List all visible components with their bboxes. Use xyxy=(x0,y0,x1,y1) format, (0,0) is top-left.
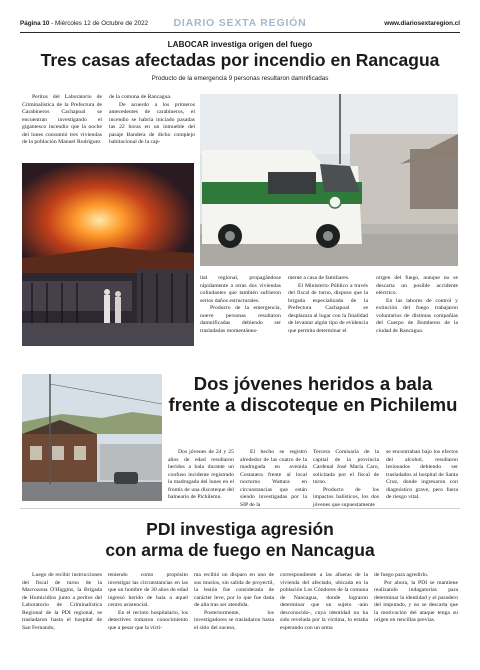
article3-paragraph: Posteriormente, los investigadores se trasladaron hasta el sitio del suceso, xyxy=(194,609,274,631)
article2-paragraph: se encontraban bajo los efectos del alcohol, resultaron lesionados debiendo ser trasladados al hospital de Santa Cruz, donde ingresaron con diagnóstico grave, pero fuera de riesgo vital. xyxy=(386,449,458,500)
article2-paragraph: Dos jóvenes de 24 y 25 años de edad resultaron heridos a bala durante un confuso incidente registrado la madrugada del lunes en el frontis de una discoteque del balneario de Pichilemu. xyxy=(168,449,234,500)
article1-column-2 xyxy=(109,94,195,147)
article3-paragraph: correspondiente a las afueras de la vivienda del afectado, ubicada en la población Los Cóndores de la comuna de Nancagua, donde lograron determinar que un sujeto -aún desconocido-, cuya identidad no ha sido revelada por la víctima, lo estaba esperando con un arma xyxy=(280,572,368,631)
article3-column-4 xyxy=(280,572,368,632)
article3-headline-line2: con arma de fuego en Nancagua xyxy=(105,540,375,560)
article2-column-2 xyxy=(240,449,307,509)
issue-date: - Miércoles 12 de Octubre de 2022 xyxy=(49,20,149,27)
police-vehicle-photo xyxy=(200,94,458,266)
article1-paragraph: El Ministerio Público a través del fiscal de turno, dispuso que la brigada especializada de la Prefectura Cachapoal se desplazara al lugar con la finalidad de levantar algún tipo de evidencia que permita determinar el xyxy=(288,282,368,334)
page-header xyxy=(20,18,460,33)
article1-column-5 xyxy=(376,275,458,335)
article2-column-4 xyxy=(386,449,458,502)
article2-paragraph: Tercera Comisaría de la capital de la provincia Cardenal José María Caro, solicitada por el fiscal de turno. xyxy=(313,449,379,485)
article2-paragraph: El hecho se registró alrededor de las cuatro de la madrugada en avenida Costanera frente al local nocturno Wattara en circunstancias que están siendo investigadas por la SIP de la xyxy=(240,449,307,508)
article3-column-1 xyxy=(22,572,102,632)
article1-paragraph: En las labores de control y extinción del fuego trabajaron voluntarios de distintas compañías del Cuerpo de Bomberos de la ciudad de Rancagua. xyxy=(376,297,458,334)
article1-paragraph: mente a casa de familiares. xyxy=(288,275,350,281)
article1-column-3 xyxy=(200,275,281,335)
article2-paragraph: Producto de los impactos balísticos, los dos jóvenes que supuestamente xyxy=(313,486,379,508)
article1-paragraph: ital regional, propagándose rápidamente a otras dos viviendas colindantes que también sufrieron serios daños estructurales. xyxy=(200,275,281,304)
article3-paragraph: En el recinto hospitalario, los detectives tomaron conocimiento que a pesar que la vícti- xyxy=(108,609,188,631)
article1-subhead: Producto de la emergencia 9 personas resultaron damnificadas xyxy=(151,75,329,82)
article3-paragraph: ma recibió un disparo en uno de sus muslos, sin salida de proyectil, la lesión fue considerada de carácter leve, por lo que fue dada de alta tras ser atendida. xyxy=(194,572,274,608)
article3-column-3 xyxy=(194,572,274,632)
article2-headline: Dos jóvenes heridos a bala frente a discoteque en Pichilemu xyxy=(168,373,458,415)
article1-column-4 xyxy=(288,275,368,335)
article1-column-1 xyxy=(22,94,102,147)
discoteque-photo xyxy=(22,374,162,501)
article2-column-1 xyxy=(168,449,234,502)
article1-headline: Tres casas afectadas por incendio en Rancagua xyxy=(40,50,440,70)
website-link[interactable]: www.diariosextaregion.cl xyxy=(384,20,460,27)
article2-column-3 xyxy=(313,449,379,509)
article1-kicker: LABOCAR investiga origen del fuego xyxy=(167,40,313,49)
article3-column-5 xyxy=(374,572,458,625)
article3-column-2 xyxy=(108,572,188,632)
article3-paragraph: de fuego para agredirlo. xyxy=(374,572,429,578)
article3-headline-line1: PDI investiga agresión xyxy=(146,519,334,539)
section-divider xyxy=(20,508,460,509)
article1-paragraph: De acuerdo a los primeros antecedentes de carabineros, el incendio se habría iniciado pasadas las 22 horas en un inmueble del pasaje Bandera de dicho complejo habitacional de la cap- xyxy=(109,101,195,145)
article1-paragraph: de la comuna de Rancagua. xyxy=(109,94,172,100)
newspaper-brand: DIARIO SEXTA REGIÓN xyxy=(173,17,307,29)
page-number: Página 10 - Miércoles 12 de Octubre de 2022 xyxy=(20,20,149,27)
fire-photo xyxy=(22,163,194,346)
article3-paragraph: Luego de recibir instrucciones del fiscal de turno de la Macrozona O'Higgins, la Brigada de Homicidios junto a peritos del Laboratorio de Criminalística Regional de la PDI regional, se trasladaron hasta el hospital de San Fernando, xyxy=(22,572,102,631)
article1-paragraph: Producto de la emergencia, nueve personas resultaron damnificadas debiendo ser trasladadas momentánea- xyxy=(200,305,281,334)
article3-paragraph: Por ahora, la PDI se mantiene realizando indagatorias para determinar la identidad y el paradero del imputado, y no se descarta que la motivación del ataque tenga su origen en rencillas previas. xyxy=(374,579,458,623)
article3-paragraph: teniendo como propósito investigar las circunstancias en las que un hombre de 30 años de edad ingresó herido de bala a aquel centro asistencial. xyxy=(108,572,188,608)
article1-paragraph: origen del fuego, aunque no se descarta un posible accidente eléctrico. xyxy=(376,275,458,296)
article1-paragraph: Peritos del Laboratorio de Criminalística de la Prefectura de Carabineros Cachapoal se encuentran investigando el gigantesco incendio que la noche del lunes consumió tres viviendas de la población Manuel Rodríguez xyxy=(22,94,102,145)
